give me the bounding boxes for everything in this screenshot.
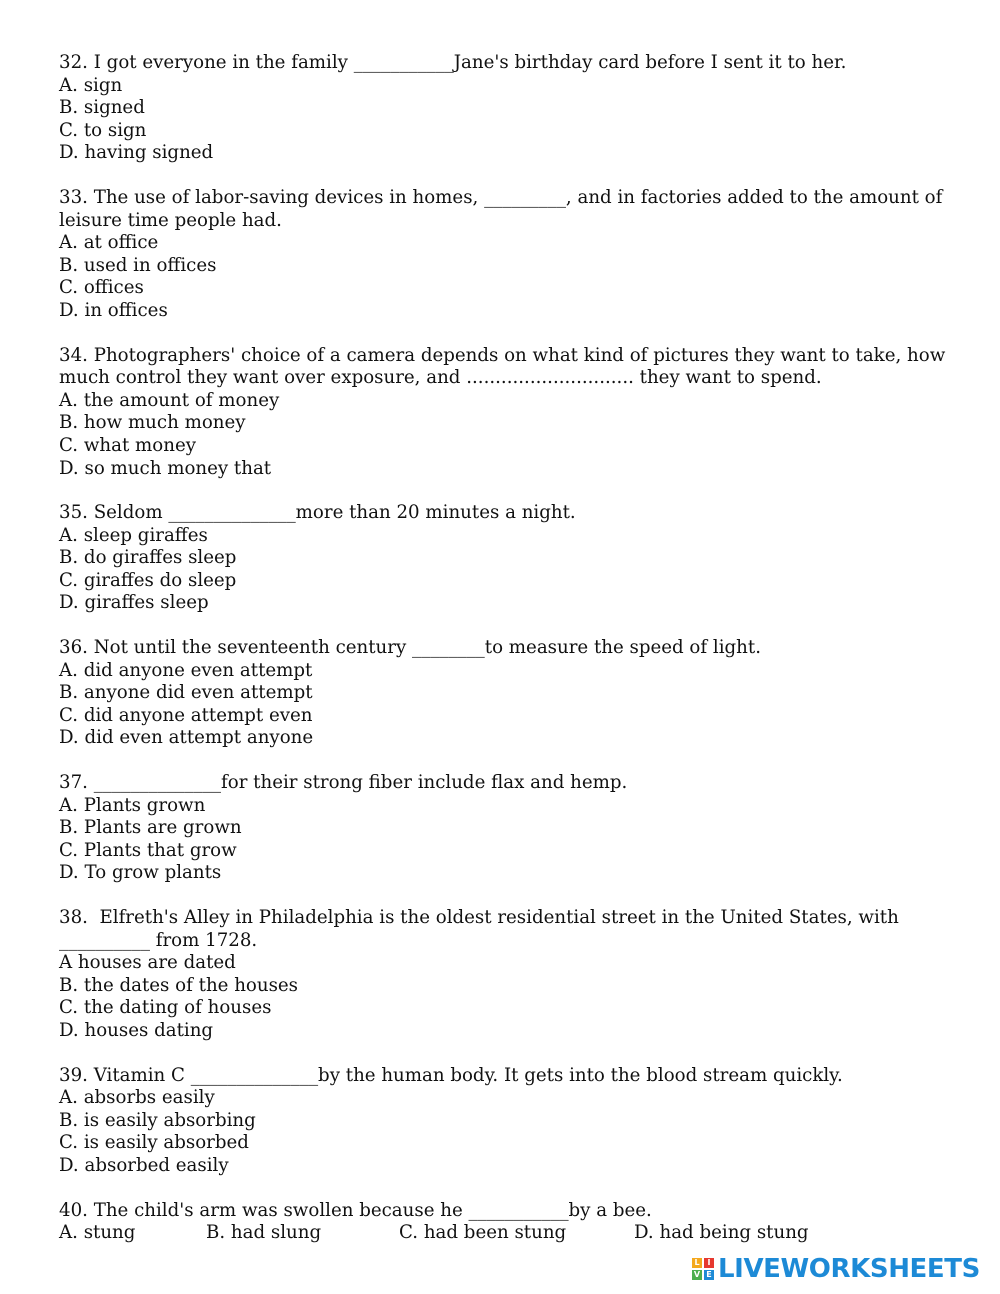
answer-option: A houses are dated <box>59 952 236 974</box>
question-36 <box>59 637 959 750</box>
logo-block: E <box>704 1270 714 1280</box>
answer-option: C. giraffes do sleep <box>59 569 237 591</box>
logo-block: I <box>704 1258 714 1268</box>
question-stem: 39. Vitamin C ______________by the human body. It gets into the blood stream quickly. <box>59 1064 843 1086</box>
answer-option: C. offices <box>59 277 144 299</box>
answer-option: A. at office <box>59 232 159 254</box>
liveworksheets-logo <box>692 1252 980 1286</box>
answer-option: C. the dating of houses <box>59 997 272 1019</box>
answer-option: A. Plants grown <box>59 794 206 816</box>
question-35 <box>59 502 959 615</box>
answer-option: B. Plants are grown <box>59 817 242 839</box>
answer-option: C. did anyone attempt even <box>59 704 313 726</box>
question-stem: 34. Photographers' choice of a camera depends on what kind of pictures they want to take, how much control they want over exposure, and ............................. they want to spend. <box>59 344 952 389</box>
answer-option: C. is easily absorbed <box>59 1132 249 1154</box>
question-33 <box>59 187 959 323</box>
question-37 <box>59 772 959 885</box>
question-stem: 33. The use of labor-saving devices in homes, _________, and in factories added to the amount of leisure time people had. <box>59 186 949 231</box>
question-32 <box>59 52 959 165</box>
question-stem: 40. The child's arm was swollen because he ___________by a bee. <box>59 1199 652 1221</box>
logo-block: L <box>692 1258 702 1268</box>
answer-option: A. did anyone even attempt <box>59 659 313 681</box>
question-38 <box>59 907 959 1043</box>
question-stem: 37. ______________for their strong fiber include flax and hemp. <box>59 772 628 794</box>
answer-option: C. to sign <box>59 119 147 141</box>
answer-option: B. signed <box>59 97 145 119</box>
answer-option: A. sign <box>59 74 123 96</box>
question-stem: 38. Elfreth's Alley in Philadelphia is the oldest residential street in the United States, with __________ from 1728. <box>59 907 905 951</box>
answer-option: A. stung <box>59 1222 136 1244</box>
logo-blocks-icon <box>692 1258 714 1280</box>
answer-option: A. the amount of money <box>59 389 280 411</box>
logo-text: LIVEWORKSHEETS <box>718 1254 980 1284</box>
question-39 <box>59 1065 959 1178</box>
question-stem: 32. I got everyone in the family ___________Jane's birthday card before I sent it to her. <box>59 52 847 73</box>
answer-option: B. is easily absorbing <box>59 1109 256 1131</box>
answer-option: A. absorbs easily <box>59 1087 215 1109</box>
answer-option: D. houses dating <box>59 1019 214 1041</box>
question-stem: 36. Not until the seventeenth century ________to measure the speed of light. <box>59 637 761 659</box>
answer-option: D. having signed <box>59 142 214 164</box>
answer-option: D. did even attempt anyone <box>59 727 314 749</box>
answer-option: A. sleep giraffes <box>59 524 208 546</box>
question-40 <box>59 1200 959 1245</box>
answer-option: D. giraffes sleep <box>59 592 209 614</box>
answer-option: D. so much money that <box>59 457 272 479</box>
answer-option: B. the dates of the houses <box>59 974 299 996</box>
answer-option: C. Plants that grow <box>59 839 237 861</box>
question-34 <box>59 345 959 481</box>
answer-option: B. do giraffes sleep <box>59 547 237 569</box>
answer-option: B. how much money <box>59 412 246 434</box>
worksheet-page <box>59 52 959 1267</box>
answer-option: D. absorbed easily <box>59 1154 229 1176</box>
question-stem: 35. Seldom ______________more than 20 minutes a night. <box>59 502 576 524</box>
inline-answer-options <box>59 1222 959 1245</box>
logo-block: V <box>693 1270 701 1279</box>
answer-option: B. used in offices <box>59 254 217 276</box>
answer-option: D. To grow plants <box>59 862 222 884</box>
answer-option: D. in offices <box>59 299 168 321</box>
answer-option: D. had being stung <box>634 1222 809 1244</box>
answer-option: B. had slung <box>206 1222 322 1244</box>
answer-option: C. had been stung <box>399 1222 567 1244</box>
answer-option: B. anyone did even attempt <box>59 682 313 704</box>
answer-option: C. what money <box>59 434 196 456</box>
